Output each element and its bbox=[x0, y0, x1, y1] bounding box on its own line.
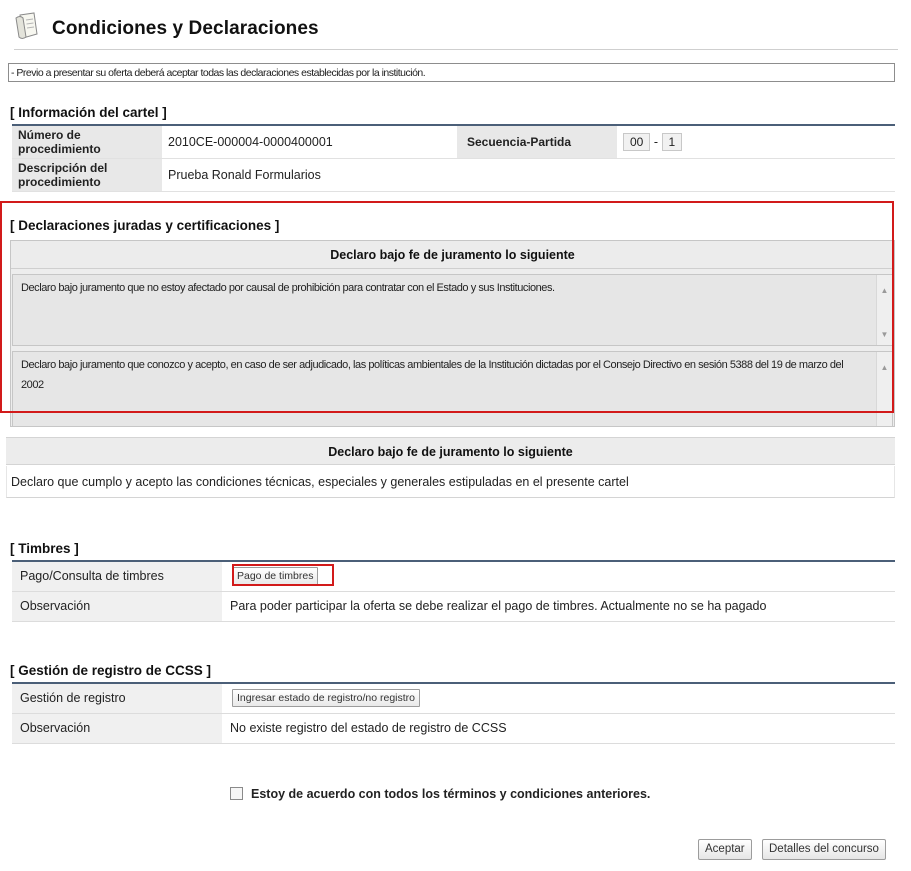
sequence-separator: - bbox=[653, 135, 659, 149]
enter-registration-button[interactable]: Ingresar estado de registro/no registro bbox=[232, 689, 420, 707]
agreement-label[interactable]: Estoy de acuerdo con todos los términos y condiciones anteriores. bbox=[251, 787, 651, 801]
pay-stamps-button[interactable]: Pago de timbres bbox=[232, 567, 318, 585]
declarations-second-text: Declaro que cumplo y acepto las condiciones técnicas, especiales y generales estipuladas en el presente cartel bbox=[6, 466, 895, 498]
timbres-table bbox=[12, 560, 895, 622]
declaration-textarea-2[interactable] bbox=[12, 351, 893, 427]
description-value: Prueba Ronald Formularios bbox=[162, 159, 895, 192]
scroll-up-icon[interactable]: ▲ bbox=[880, 286, 888, 295]
sequence-label: Secuencia-Partida bbox=[457, 125, 617, 159]
scrollbar[interactable] bbox=[876, 352, 892, 426]
declaration-text-1: Declaro bajo juramento que no estoy afectado por causal de prohibición para contratar con el Estado y sus Instituciones. bbox=[21, 282, 555, 294]
payment-label: Pago/Consulta de timbres bbox=[12, 561, 222, 591]
page-header bbox=[14, 12, 898, 50]
sequence-value bbox=[617, 125, 895, 159]
document-scroll-icon bbox=[14, 12, 40, 40]
agreement-row bbox=[230, 787, 650, 801]
table-row bbox=[12, 561, 895, 591]
timbres-observation-label: Observación bbox=[12, 591, 222, 621]
sequence-part2: 1 bbox=[662, 133, 683, 151]
declaration-text-2: Declaro bajo juramento que conozco y acepto, en caso de ser adjudicado, las políticas ambientales de la Institución dictadas por el Consejo Directivo en sesión 5388 del 19 de marzo del 2002 bbox=[21, 359, 844, 391]
declarations-header: Declaro bajo fe de juramento lo siguiente bbox=[11, 241, 894, 269]
table-row bbox=[12, 713, 895, 743]
accept-button[interactable]: Aceptar bbox=[698, 839, 752, 860]
registration-cell bbox=[222, 683, 895, 713]
ccss-section-title: [ Gestión de registro de CCSS ] bbox=[10, 663, 212, 678]
sequence-part1: 00 bbox=[623, 133, 650, 151]
declarations-section-title: [ Declaraciones juradas y certificaciones ] bbox=[10, 218, 280, 233]
declarations-box bbox=[10, 240, 895, 427]
page-title: Condiciones y Declaraciones bbox=[52, 18, 319, 39]
scroll-down-icon[interactable]: ▼ bbox=[880, 330, 888, 339]
procedure-number-value: 2010CE-000004-0000400001 bbox=[162, 125, 457, 159]
scroll-up-icon[interactable]: ▲ bbox=[880, 363, 888, 372]
contest-details-button[interactable]: Detalles del concurso bbox=[762, 839, 886, 860]
declarations-second-header: Declaro bajo fe de juramento lo siguiente bbox=[6, 437, 895, 465]
timbres-section-title: [ Timbres ] bbox=[10, 541, 79, 556]
cartel-section-title: [ Información del cartel ] bbox=[10, 105, 167, 120]
agreement-checkbox[interactable] bbox=[230, 787, 243, 800]
ccss-observation-value: No existe registro del estado de registro de CCSS bbox=[222, 713, 895, 743]
declaration-textarea-1[interactable] bbox=[12, 274, 893, 346]
highlight-frame-small bbox=[232, 564, 334, 586]
timbres-observation-value: Para poder participar la oferta se debe realizar el pago de timbres. Actualmente no se ha pagado bbox=[222, 591, 895, 621]
table-row bbox=[12, 159, 895, 192]
notice-box: - Previo a presentar su oferta deberá aceptar todas las declaraciones establecidas por la institución. bbox=[8, 63, 895, 82]
ccss-observation-label: Observación bbox=[12, 713, 222, 743]
ccss-table bbox=[12, 682, 895, 744]
cartel-info-table bbox=[12, 124, 895, 192]
table-row bbox=[12, 591, 895, 621]
registration-label: Gestión de registro bbox=[12, 683, 222, 713]
table-row bbox=[12, 683, 895, 713]
scrollbar[interactable] bbox=[876, 275, 892, 345]
table-row bbox=[12, 125, 895, 159]
description-label: Descripción del procedimiento bbox=[12, 159, 162, 192]
procedure-number-label: Número de procedimiento bbox=[12, 125, 162, 159]
